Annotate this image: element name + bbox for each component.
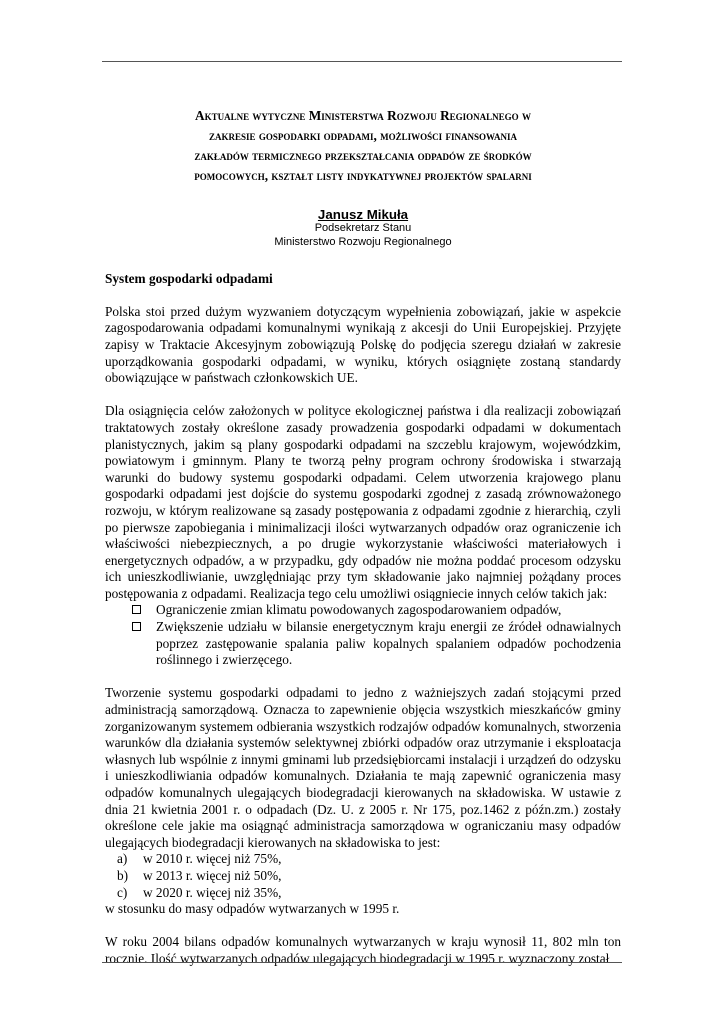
bullet-list — [105, 602, 621, 668]
checkbox-bullet-icon — [132, 605, 141, 614]
list-marker: c) — [117, 884, 128, 900]
author-position: Podsekretarz Stanu — [314, 222, 412, 234]
list-item — [105, 868, 621, 885]
footer-rule — [102, 962, 622, 963]
list-item-text: Zwiększenie udziału w bilansie energetycznym kraju energii ze źródeł odnawialnych poprzez zastępowanie spalania paliw kopalnych spalaniem odpadów pochodzenia roślinnego i zwierzęcego. — [156, 619, 621, 668]
paragraph: Polska stoi przed dużym wyzwaniem dotyczącym wypełnienia zobowiązań, jakie w aspekcie zagospodarowania odpadami komunalnymi wynikają z akcesji do Unii Europejskiej. Przyjęte zapisy w Traktacie Akcesyjnym zobowiązują Polskę do podjęcia szeregu działań w zakresie uporządkowania gospodarki odpadami, w wyniku, których osiągnięte zostaną standardy obowiązujące w państwach członkowskich UE. — [105, 303, 621, 386]
title-line: zakładów termicznego przekształcania odpadów ze środków — [194, 148, 532, 163]
targets-list — [105, 851, 621, 901]
document-body — [105, 106, 621, 968]
checkbox-bullet-icon — [132, 622, 141, 631]
author-institution: Ministerstwo Rozwoju Regionalnego — [274, 235, 452, 248]
list-item-text: w 2013 r. więcej niż 50%, — [143, 867, 282, 883]
title-line: zakresie gospodarki odpadami, możliwości finansowania — [209, 128, 517, 143]
list-marker: b) — [117, 867, 129, 883]
header-rule — [102, 61, 622, 62]
list-item — [132, 619, 621, 669]
document-title — [105, 106, 621, 186]
title-line: Aktualne wytyczne Ministerstwa Rozwoju Regionalnego w — [194, 108, 532, 123]
author-name: Janusz Mikuła — [317, 207, 409, 222]
list-item-text: w 2010 r. więcej niż 75%, — [143, 851, 282, 867]
paragraph: Tworzenie systemu gospodarki odpadami to jedno z ważniejszych zadań stojącymi przed administracją samorządową. Oznacza to zapewnienie objęcia wszystkich mieszkańców gminy zorganizowanym systemem odbierania wszystkich rodzajów odpadów komunalnych, stworzenia warunków dla działania systemów selektywnej zbiórki odpadów oraz utrzymanie i eksploatacja własnych lub wspólnie z innymi gminami lub przedsiębiorcami instalacji i urządzeń do odzysku i unieszkodliwiania odpadów komunalnych. Działania te mają zapewnić ograniczenia masy odpadów komunalnych ulegających biodegradacji kierowanych na składowiska. W ustawie z dnia 21 kwietnia 2001 r. o odpadach (Dz. U. z 2005 r. Nr 175, poz.1462 z późn.zm.) zostały określone cele jakie ma osiągnąć administracja samorządowa w ograniczaniu masy odpadów ulegających biodegradacji kierowanych na składowiska to jest: — [105, 685, 621, 850]
list-item — [132, 602, 621, 619]
list-marker: a) — [117, 851, 128, 867]
paragraph: W roku 2004 bilans odpadów komunalnych wytwarzanych w kraju wynosił 11, 802 mln ton rocznie. Ilość wytwarzanych odpadów ulegających biodegradacji w 1995 r. wyznaczony został — [105, 934, 621, 966]
list-item — [105, 851, 621, 868]
list-item-text: w 2020 r. więcej niż 35%, — [143, 884, 282, 900]
author-block — [105, 207, 621, 249]
paragraph: w stosunku do masy odpadów wytwarzanych w 1995 r. — [105, 901, 400, 917]
section-title: System gospodarki odpadami — [105, 271, 273, 287]
list-item — [105, 885, 621, 902]
list-item-text: Ograniczenie zmian klimatu powodowanych zagospodarowaniem odpadów, — [156, 602, 562, 618]
title-line: pomocowych, kształt listy indykatywnej projektów spalarni — [194, 168, 532, 183]
paragraph: Dla osiągnięcia celów założonych w polityce ekologicznej państwa i dla realizacji zobowiązań traktatowych zostały określone zasady prowadzenia gospodarki odpadami w dokumentach planistycznych, jakim są plany gospodarki odpadami na szczeblu krajowym, wojewódzkim, powiatowym i gminnym. Plany te tworzą pełny program ochrony środowiska i stwarzają warunki do budowy systemu gospodarki odpadami. Celem utworzenia krajowego planu gospodarki odpadami jest dojście do systemu gospodarki zgodnej z zasadą zrównoważonego rozwoju, w którym realizowane są zasady postępowania z odpadami zgodnie z hierarchią, czyli po pierwsze zapobiegania i minimalizacji ilości wytwarzanych odpadów oraz ograniczenie ich właściwości niebezpiecznych, a po drugie wykorzystanie właściwości materiałowych i energetycznych odpadów, a w przypadku, gdy odpadów nie można poddać procesom odzysku ich unieszkodliwianie, uwzględniając przy tym składowanie jako najmniej pożądany proces postępowania z odpadami. Realizacja tego celu umożliwi osiągniecie innych celów takich jak: — [105, 403, 621, 601]
